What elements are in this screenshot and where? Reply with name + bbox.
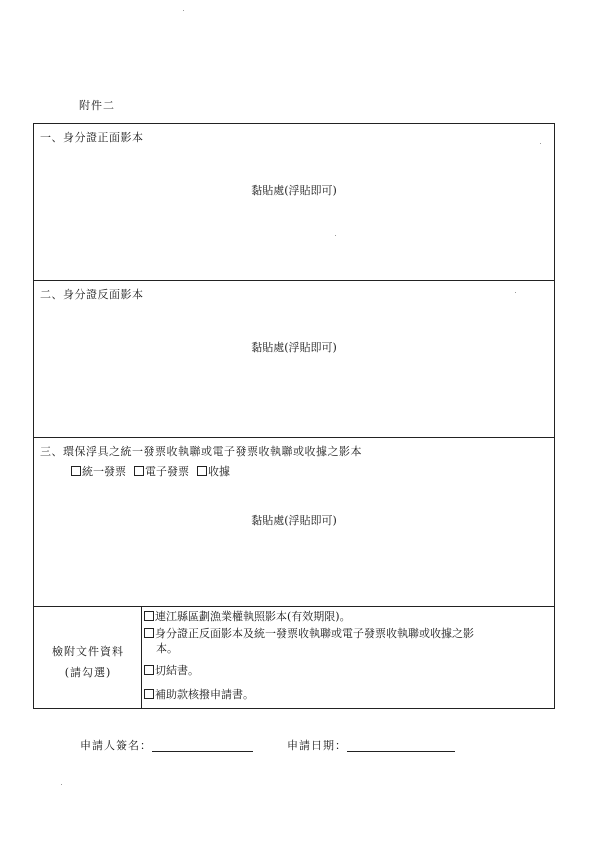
attachment-item-id-and-receipt[interactable] — [144, 626, 550, 656]
application-date-label: 申請日期： — [287, 739, 347, 752]
license-checkbox[interactable] — [144, 611, 154, 621]
applicant-signature — [80, 737, 253, 753]
attachment-item-label: 切結書。 — [155, 664, 199, 677]
id-front-paste-area[interactable]: 黏貼處(浮貼即可) — [251, 184, 337, 197]
attachments-instruction: (請勾選) — [64, 666, 112, 679]
id-back-section — [34, 281, 554, 438]
applicant-signature-field[interactable] — [152, 739, 253, 752]
id-front-title: 一、身分證正面影本 — [40, 131, 144, 144]
unified-invoice-checkbox[interactable] — [71, 466, 81, 476]
application-form — [33, 123, 555, 709]
attachment-item-label: 連江縣區劃漁業權執照影本(有效期限)。 — [155, 610, 351, 623]
attachments-heading: 檢附文件資料 — [52, 645, 124, 658]
receipt-type-options — [71, 463, 230, 479]
receipt-option-unified-invoice[interactable] — [71, 463, 126, 479]
id-front-section — [34, 124, 554, 281]
attachment-item-label: 身分證正反面影本及統一發票收執聯或電子發票收執聯或收據之影 — [155, 627, 474, 640]
application-date — [287, 737, 455, 753]
scan-speck — [335, 235, 336, 236]
scan-speck — [515, 292, 516, 293]
receipt-option-receipt[interactable] — [197, 463, 230, 479]
attachments-checklist — [144, 607, 552, 708]
subsidy-application-checkbox[interactable] — [144, 689, 154, 699]
e-invoice-checkbox[interactable] — [134, 466, 144, 476]
attachments-label-cell — [34, 607, 142, 708]
scan-speck — [183, 10, 184, 11]
applicant-signature-label: 申請人簽名： — [80, 739, 152, 752]
id-back-paste-area[interactable]: 黏貼處(浮貼即可) — [251, 341, 337, 354]
receipt-label: 收據 — [208, 465, 230, 478]
id-back-title: 二、身分證反面影本 — [40, 288, 144, 301]
receipt-option-e-invoice[interactable] — [134, 463, 189, 479]
id-and-receipt-checkbox[interactable] — [144, 628, 154, 638]
receipt-title: 三、環保浮具之統一發票收執聯或電子發票收執聯或收據之影本 — [40, 445, 362, 458]
affidavit-checkbox[interactable] — [144, 665, 154, 675]
attachment-item-license[interactable] — [144, 609, 550, 624]
attachment-item-affidavit[interactable] — [144, 663, 550, 678]
annex-label: 附件二 — [79, 99, 115, 112]
scan-speck — [61, 784, 62, 785]
receipt-paste-area[interactable]: 黏貼處(浮貼即可) — [251, 514, 337, 527]
attachment-item-subsidy-application[interactable] — [144, 687, 550, 702]
scan-speck — [540, 143, 541, 144]
e-invoice-label: 電子發票 — [145, 465, 189, 478]
unified-invoice-label: 統一發票 — [82, 465, 126, 478]
attachment-item-label: 補助款核撥申請書。 — [155, 688, 254, 701]
attachment-item-label-continued: 本。 — [156, 642, 178, 655]
receipt-section — [34, 438, 554, 607]
receipt-checkbox[interactable] — [197, 466, 207, 476]
attachments-row — [34, 607, 554, 708]
application-date-field[interactable] — [347, 739, 455, 752]
